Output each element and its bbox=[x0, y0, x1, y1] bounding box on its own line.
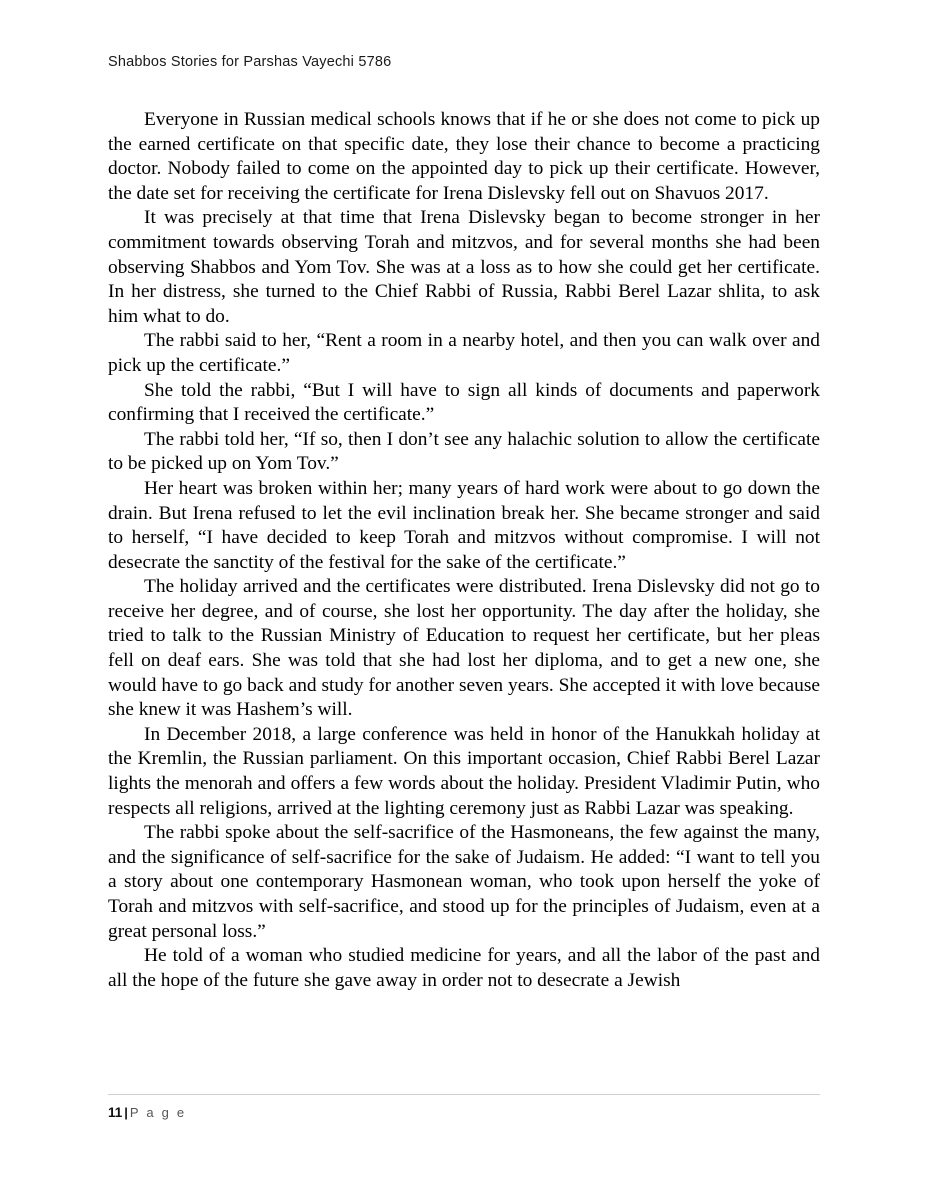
paragraph: It was precisely at that time that Irena Dislevsky began to become stronger in her commitment towards observing Torah and mitzvos, and for several months she had been observing Shabbos and Yom Tov. She was at a loss as to how she could get her certificate. In her distress, she turned to the Chief Rabbi of Russia, Rabbi Berel Lazar shlita, to ask him what to do. bbox=[108, 207, 820, 327]
footer-divider bbox=[108, 1094, 820, 1095]
paragraph: She told the rabbi, “But I will have to sign all kinds of documents and paperwork confirming that I received the certificate.” bbox=[108, 379, 820, 426]
paragraph: In December 2018, a large conference was held in honor of the Hanukkah holiday at the Kremlin, the Russian parliament. On this important occasion, Chief Rabbi Berel Lazar lights the menorah and offers a few words about the holiday. President Vladimir Putin, who respects all religions, arrived at the lighting ceremony just as Rabbi Lazar was speaking. bbox=[108, 723, 820, 819]
footer-separator: | bbox=[124, 1105, 128, 1120]
paragraph: The rabbi said to her, “Rent a room in a nearby hotel, and then you can walk over and pick up the certificate.” bbox=[108, 330, 820, 376]
page-header: Shabbos Stories for Parshas Vayechi 5786 bbox=[108, 54, 392, 70]
footer-page-word: P a g e bbox=[129, 1105, 187, 1120]
page-footer bbox=[108, 1105, 186, 1120]
paragraph: The rabbi spoke about the self-sacrifice of the Hasmoneans, the few against the many, and the significance of self-sacrifice for the sake of Judaism. He added: “I want to tell you a story about one contemporary Hasmonean woman, who took upon herself the yoke of Torah and mitzvos with self-sacrifice, and stood up for the principles of Judaism, even at a great personal loss.” bbox=[108, 822, 820, 942]
paragraph: The rabbi told her, “If so, then I don’t see any halachic solution to allow the certificate to be picked up on Yom Tov.” bbox=[108, 428, 820, 475]
paragraph: Everyone in Russian medical schools knows that if he or she does not come to pick up the earned certificate on that specific date, they lose their chance to become a practicing doctor. Nobody failed to come on the appointed day to pick up their certificate. However, the date set for receiving the certificate for Irena Dislevsky fell out on Shavuos 2017. bbox=[108, 109, 820, 204]
document-body bbox=[108, 108, 820, 993]
paragraph: Her heart was broken within her; many years of hard work were about to go down the drain. But Irena refused to let the evil inclination break her. She became stronger and said to herself, “I have decided to keep Torah and mitzvos without compromise. I will not desecrate the sanctity of the festival for the sake of the certificate.” bbox=[108, 477, 820, 573]
paragraph: He told of a woman who studied medicine for years, and all the labor of the past and all the hope of the future she gave away in order not to desecrate a Jewish bbox=[108, 945, 820, 991]
footer-page-number: 11 bbox=[108, 1105, 123, 1120]
paragraph: The holiday arrived and the certificates were distributed. Irena Dislevsky did not go to receive her degree, and of course, she lost her opportunity. The day after the holiday, she tried to talk to the Russian Ministry of Education to request her certificate, but her pleas fell on deaf ears. She was told that she had lost her diploma, and to get a new one, she would have to go back and study for another seven years. She accepted it with love because she knew it was Hashem’s will. bbox=[108, 576, 820, 721]
